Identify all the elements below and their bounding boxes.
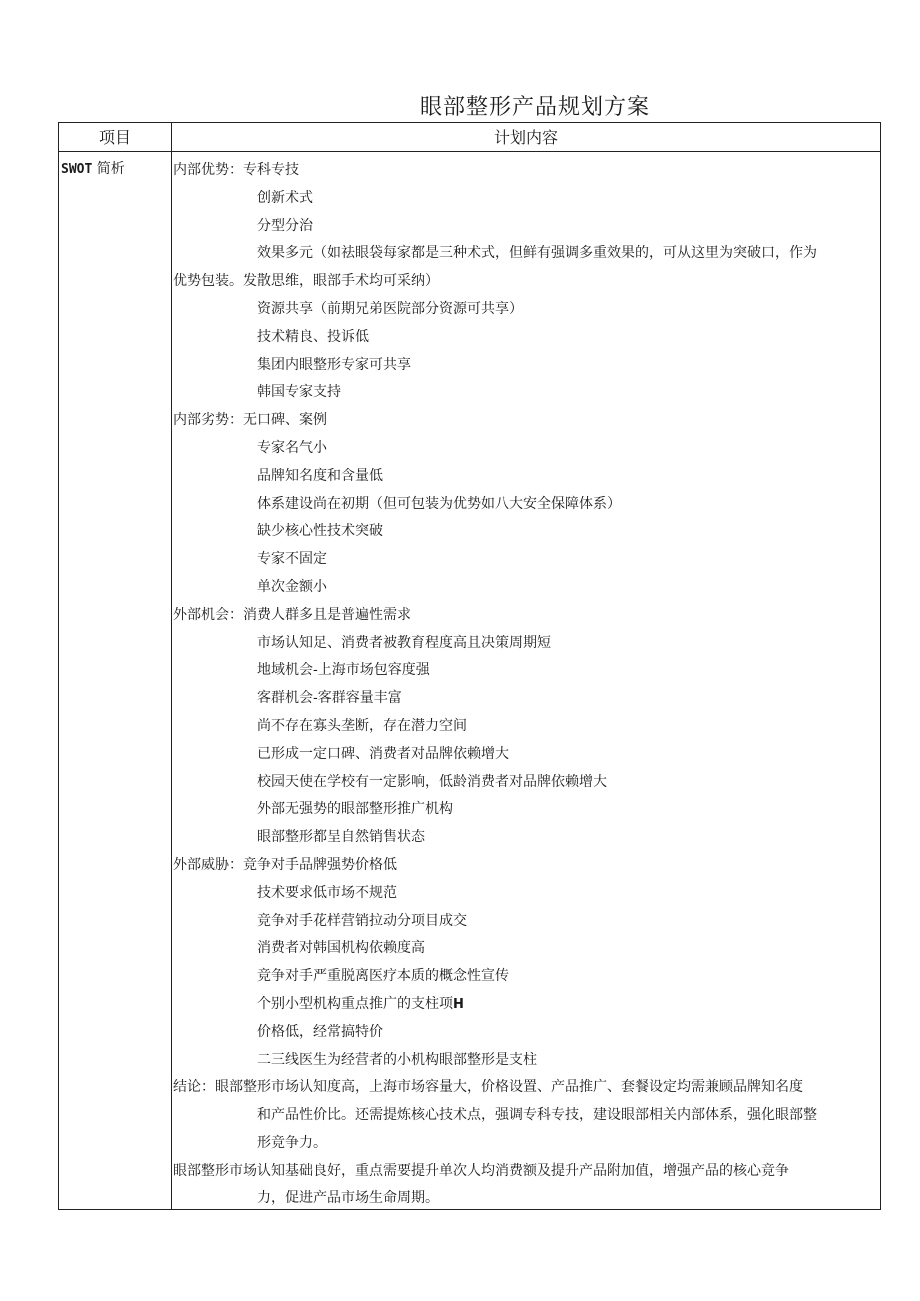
- strength-item: 技术精良、投诉低: [257, 328, 369, 345]
- strength-item: 集团内眼整形专家可共享: [257, 356, 411, 373]
- weakness-item: 品牌知名度和含量低: [257, 467, 383, 484]
- threat-item: 技术要求低市场不规范: [257, 884, 397, 901]
- threat-item: 竞争对手严重脱离医疗本质的概念性宣传: [257, 968, 509, 985]
- header-divider: [59, 151, 880, 152]
- opportunity-item: 已形成一定口碑、消费者对品牌依赖增大: [257, 745, 509, 762]
- summary-line: 眼部整形市场认知基础良好，重点需要提升单次人均消费额及提升产品附加值，增强产品的核心竞争: [173, 1162, 789, 1179]
- weakness-item: 单次金额小: [257, 578, 327, 595]
- threat-item: 二三线医生为经营者的小机构眼部整形是支柱: [257, 1051, 537, 1068]
- threat-item: 竞争对手花样营销拉动分项目成交: [257, 912, 467, 929]
- strength-item: 韩国专家支持: [257, 384, 341, 401]
- threat-item: [173, 991, 876, 1019]
- weakness-item: 缺少核心性技术突破: [257, 523, 383, 540]
- threat-item: 消费者对韩国机构依赖度高: [257, 940, 425, 957]
- strength-item-continued: 优势包装。发散思维，眼部手术均可采纳）: [173, 273, 439, 290]
- opportunities-heading: 外部机会：消费人群多且是普遍性需求: [173, 606, 411, 623]
- swot-content: [173, 157, 876, 1213]
- header-item: 项目: [98, 128, 131, 147]
- weakness-item: 专家名气小: [257, 439, 327, 456]
- swot-label: SWOT: [61, 162, 93, 177]
- strength-item: 创新术式: [257, 189, 313, 206]
- page-title: 眼部整形产品规划方案: [419, 95, 650, 120]
- swot-label-suffix: 简析: [92, 161, 125, 177]
- column-divider: [171, 123, 172, 1209]
- weaknesses-heading: 内部劣势：无口碑、案例: [173, 412, 327, 429]
- opportunity-item: 眼部整形都呈自然销售状态: [257, 829, 425, 846]
- strength-item: 资源共享（前期兄弟医院部分资源可共享）: [257, 300, 523, 317]
- opportunity-item: 市场认知足、消费者被教育程度高且决策周期短: [257, 634, 551, 651]
- opportunity-item: 地域机会-上海市场包容度强: [257, 662, 430, 679]
- strength-item: 分型分治: [257, 217, 313, 234]
- opportunity-item: 校园天使在学校有一定影响，低龄消费者对品牌依赖增大: [257, 773, 607, 790]
- threat-item-text: 个别小型机构重点推广的支柱项: [257, 995, 453, 1012]
- strengths-heading: 内部优势：专科专技: [173, 162, 299, 178]
- opportunity-item: 尚不存在寡头垄断，存在潜力空间: [257, 717, 467, 734]
- threats-heading: 外部威胁：竞争对手品牌强势价格低: [173, 856, 397, 873]
- conclusion-line: 结论：眼部整形市场认知度高，上海市场容量大，价格设置、产品推广、套餐设定均需兼顾品牌知名度: [173, 1079, 803, 1096]
- plan-table: [58, 122, 881, 1210]
- summary-line: 力，促进产品市场生命周期。: [257, 1190, 439, 1207]
- header-content: 计划内容: [493, 128, 558, 147]
- weakness-item: 专家不固定: [257, 551, 327, 568]
- threat-item: 价格低，经常搞特价: [257, 1023, 383, 1040]
- weakness-item: 体系建设尚在初期（但可包装为优势如八大安全保障体系）: [257, 495, 621, 512]
- opportunity-item: 客群机会-客群容量丰富: [257, 690, 402, 707]
- conclusion-line: 形竞争力。: [257, 1134, 327, 1151]
- opportunity-item: 外部无强势的眼部整形推广机构: [257, 801, 453, 818]
- strength-item: 效果多元（如祛眼袋每家都是三种术式，但鲜有强调多重效果的，可从这里为突破口，作为: [257, 245, 817, 262]
- conclusion-line: 和产品性价比。还需提炼核心技术点，强调专科专技，建设眼部相关内部体系，强化眼部整: [257, 1107, 817, 1124]
- row-label-swot: [61, 159, 125, 180]
- threat-item-suffix: H: [453, 996, 464, 1012]
